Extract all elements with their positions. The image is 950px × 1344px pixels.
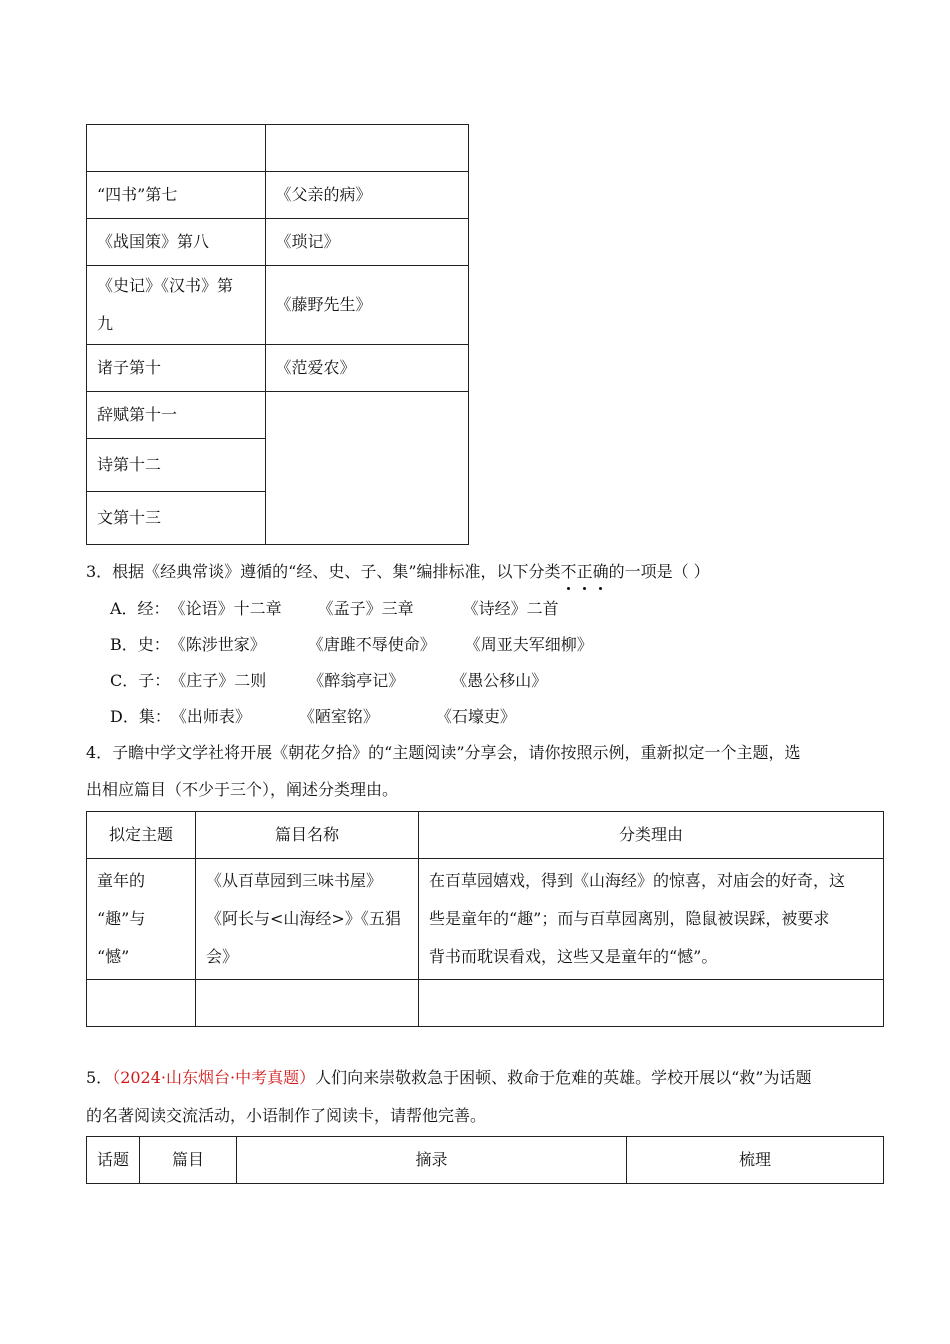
table-cell: 《战国策》第八: [87, 219, 266, 266]
question-3-stem: 3．根据《经典常谈》遵循的“经、史、子、集”编排标准，以下分类不正确的一项是（ ）: [86, 562, 710, 581]
table-header: 话题: [87, 1137, 140, 1184]
emphasis-char: 正: [576, 562, 593, 581]
table-header: 分类理由: [419, 812, 884, 859]
question-4-line: 出相应篇目（不少于三个），阐述分类理由。: [86, 780, 399, 799]
table-cell: [265, 125, 468, 172]
cell-line: 《史记》《汉书》第: [97, 276, 234, 295]
classification-table: [86, 124, 469, 545]
table-cell: 在百草园嬉戏，得到《山海经》的惊喜，对庙会的好奇，这 些是童年的“趣”；而与百草园离别，隐鼠被误踩，被要求 背书而耽误看戏，这些又是童年的“憾”。: [419, 859, 884, 980]
table-cell-empty: [265, 392, 468, 545]
cell-line: 九: [97, 314, 114, 333]
question-5-line: 的名著阅读交流活动，小语制作了阅读卡，请帮他完善。: [86, 1106, 487, 1125]
source-label: （2024·山东烟台·中考真题）: [112, 1068, 316, 1087]
table-cell: 童年的 “趣”与 “憾”: [87, 859, 196, 980]
table-header: 篇目: [140, 1137, 237, 1184]
table-cell: 《藤野先生》: [265, 266, 468, 345]
theme-table: [86, 811, 884, 1027]
table-cell: [87, 125, 266, 172]
table-header: 拟定主题: [87, 812, 196, 859]
table-cell: 《从百草园到三味书屋》 《阿长与<山海经>》《五猖 会》: [196, 859, 419, 980]
table-cell: 诗第十二: [87, 439, 266, 492]
table-cell: 诸子第十: [87, 345, 266, 392]
table-header: 摘录: [237, 1137, 627, 1184]
emphasis-char: 不: [560, 562, 577, 581]
option-b: B．史：《陈涉世家》 《唐雎不辱使命》 《周亚夫军细柳》: [110, 635, 593, 654]
table-cell: 文第十三: [87, 492, 266, 545]
answer-cell-titles[interactable]: [196, 980, 419, 1027]
table-header: 梳理: [627, 1137, 884, 1184]
table-cell: 辞赋第十一: [87, 392, 266, 439]
table-header: 篇目名称: [196, 812, 419, 859]
table-cell: “四书”第七: [87, 172, 266, 219]
table-cell: 《范爱农》: [265, 345, 468, 392]
table-cell: 《琐记》: [265, 219, 468, 266]
emphasis-char: 确: [592, 562, 609, 581]
table-cell: 《父亲的病》: [265, 172, 468, 219]
question-4-line: 4．子瞻中学文学社将开展《朝花夕拾》的“主题阅读”分享会，请你按照示例，重新拟定一个主题，选: [86, 743, 801, 762]
reading-card-table: [86, 1136, 884, 1184]
option-d: D．集：《出师表》 《陋室铭》 《石壕吏》: [110, 707, 516, 726]
answer-cell-theme[interactable]: [87, 980, 196, 1027]
option-c: C．子：《庄子》二则 《醉翁亭记》 《愚公移山》: [110, 671, 548, 690]
question-5-line: 5．（2024·山东烟台·中考真题）人们向来崇敬救急于困顿、救命于危难的英雄。学校开展以“救”为话题: [86, 1068, 812, 1087]
answer-cell-reason[interactable]: [419, 980, 884, 1027]
option-a: A．经：《论语》十二章 《孟子》三章 《诗经》二首: [110, 599, 559, 618]
table-cell: [87, 266, 266, 345]
